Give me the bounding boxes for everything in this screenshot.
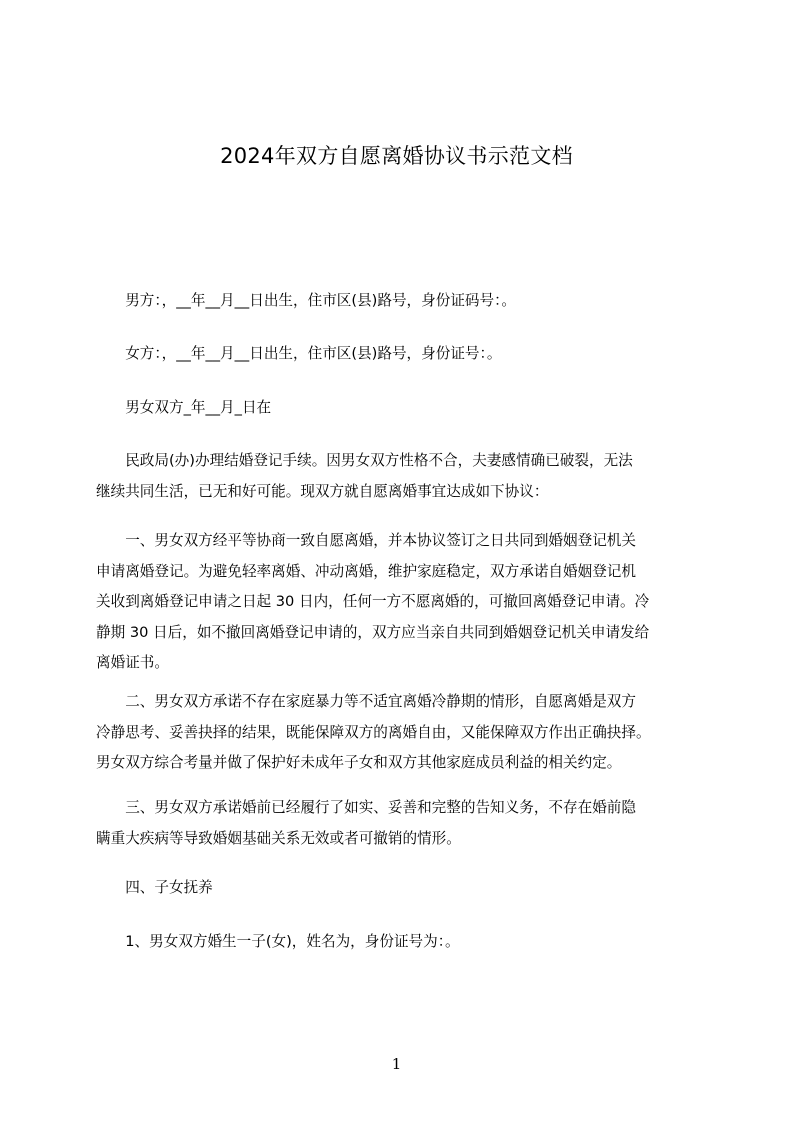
clause-2-line: 二、男女双方承诺不存在家庭暴力等不适宜离婚冷静期的情形，自愿离婚是双方 [96,693,636,710]
male-party-paragraph: 男方：，__年__月__日出生，住市区(县)路号，身份证码号：。 [96,292,517,309]
clause-1-line: 一、男女双方经平等协商一致自愿离婚，并本协议签订之日共同到婚姻登记机关 [96,532,636,549]
clause-2-paragraph [96,687,699,779]
registration-paragraph [96,446,699,507]
clause-1-line: 申请离婚登记。为避免轻率离婚、冲动离婚，维护家庭稳定，双方承诺自婚姻登记机 [96,562,636,580]
page-number: 1 [391,1055,402,1073]
document-title: 2024年双方自愿离婚协议书示范文档 [220,144,573,168]
clause-1-line: 静期 30 日后，如不撤回离婚登记申请的，双方应当亲自共同到婚姻登记机关申请发给 [96,623,650,641]
clause-2-line: 冷静思考、妥善抉择的结果，既能保障双方的离婚自由，又能保障双方作出正确抉择。 [96,723,651,741]
clause-2-line: 男女双方综合考量并做了保护好未成年子女和双方其他家庭成员利益的相关约定。 [96,754,622,771]
clause-1-paragraph [96,526,699,679]
clause-1-line: 离婚证书。 [96,654,169,671]
clause-3-paragraph [96,793,699,854]
section-4-heading: 四、子女抚养 [96,879,213,896]
marriage-date-paragraph: 男女双方_年__月_日在 [96,399,272,416]
clause-3-line: 三、男女双方承诺婚前已经履行了如实、妥善和完整的告知义务，不存在婚前隐 [96,799,636,816]
child-item-1: 1、男女双方婚生一子(女)，姓名为，身份证号为：。 [96,933,460,950]
registration-line: 民政局(办)办理结婚登记手续。因男女双方性格不合，夫妻感情确已破裂，无法 [96,452,633,469]
clause-1-line: 关收到离婚登记申请之日起 30 日内，任何一方不愿离婚的，可撤回离婚登记申请。冷 [96,593,650,610]
registration-line: 继续共同生活，已无和好可能。现双方就自愿离婚事宜达成如下协议： [96,482,549,500]
clause-3-line: 瞒重大疾病等导致婚姻基础关系无效或者可撤销的情形。 [96,829,461,847]
female-party-paragraph: 女方：，__年__月__日出生，住市区(县)路号，身份证号：。 [96,345,502,362]
